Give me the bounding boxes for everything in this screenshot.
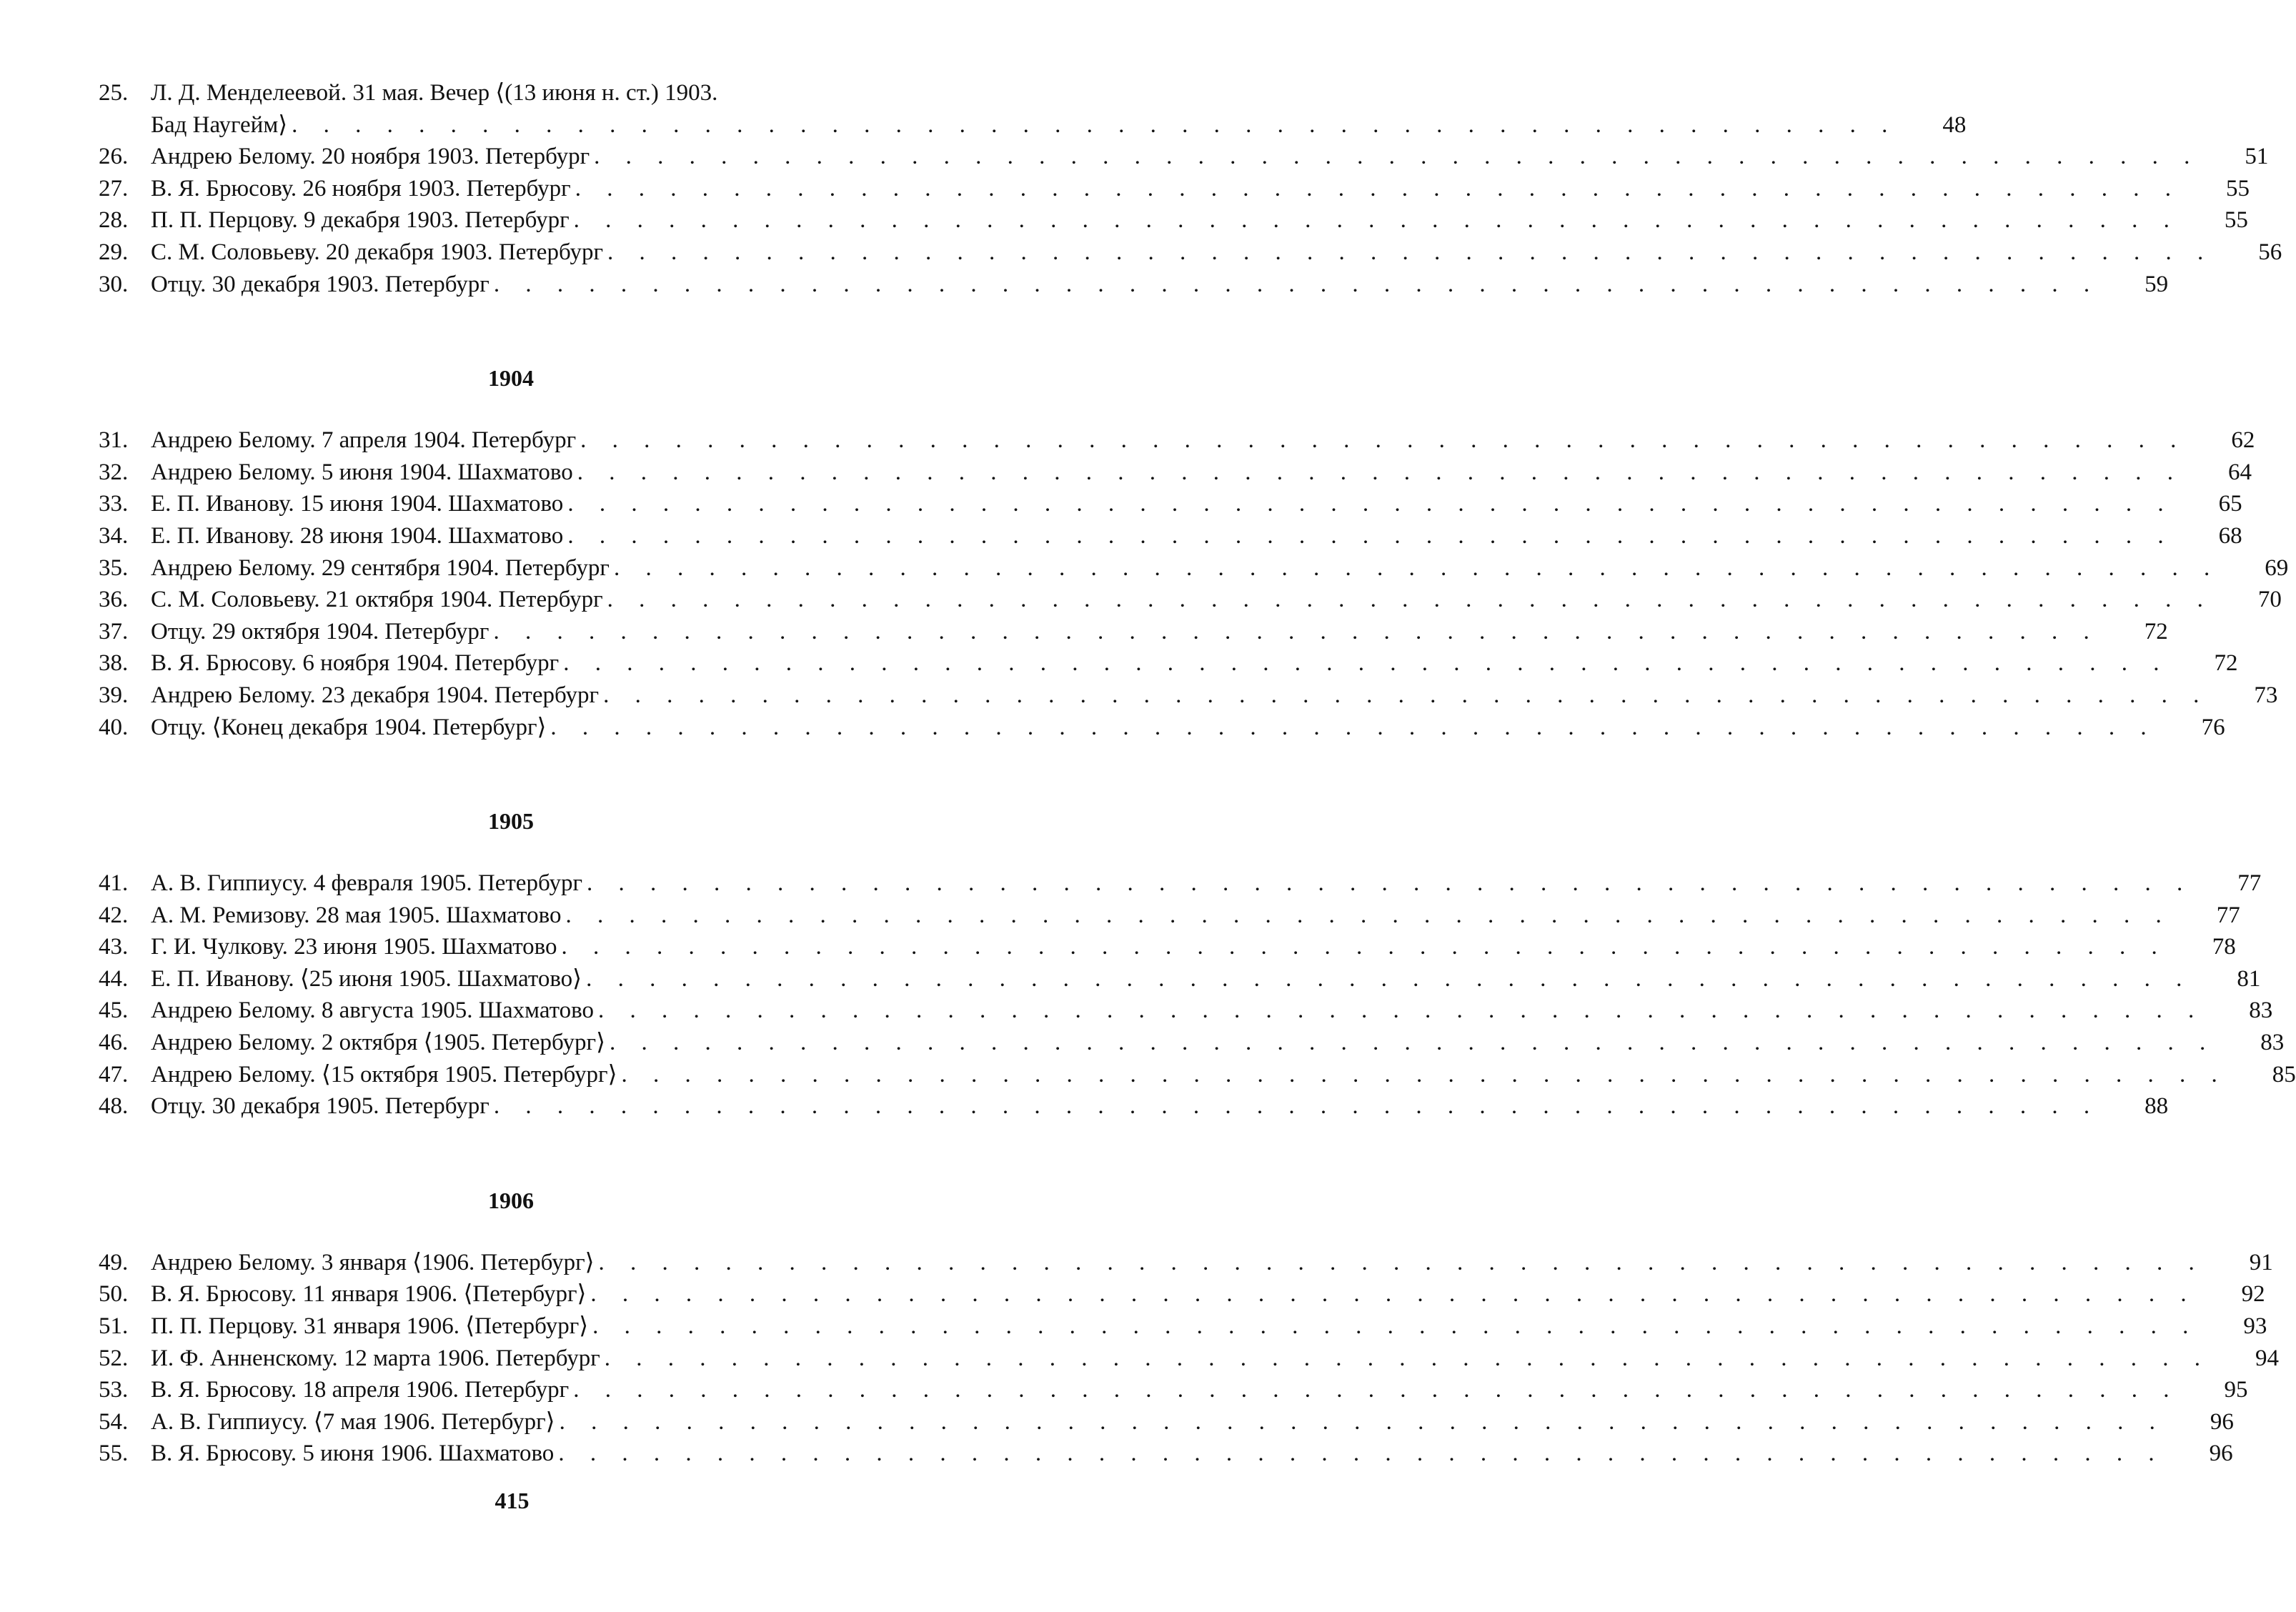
entry-title: Андрею Белому. 5 июня 1904. Шахматово [151,459,573,485]
entry-page-number: 69 [2265,554,2289,581]
entry-number: 45. [99,997,129,1024]
page-number: 415 [495,1488,530,1513]
entry-page-number: 70 [2257,587,2282,613]
dot-leader [493,616,2099,648]
dot-leader [577,457,2183,489]
entry-title: Андрею Белому. 7 апреля 1904. Петербург [151,427,577,454]
entry-number: 31. [99,427,129,454]
entry-page-number: 56 [2258,239,2282,265]
entry-title: В. Я. Брюсову. 18 апреля 1906. Петербург [151,1377,570,1403]
entry-number: 25. [99,80,129,106]
entry-number: 49. [99,1249,129,1275]
dot-leader [567,488,2173,520]
entry-number: 55. [99,1441,129,1467]
entry-number: 44. [99,965,129,992]
entry-page-number: 88 [2145,1093,2169,1120]
toc-entry [99,712,2225,744]
entry-title: Л. Д. Менделеевой. 31 мая. Вечер ⟨(13 июня н. ст.) 1903. [151,80,718,106]
entry-page-number: 62 [2231,427,2255,454]
entry-title: Отцу. 30 декабря 1905. Петербург [151,1093,489,1120]
dot-leader [494,269,2099,301]
toc-entry [99,900,2240,932]
dot-leader [566,900,2172,932]
dot-leader [586,963,2192,995]
entry-page-number: 85 [2272,1061,2296,1088]
entry-title: В. Я. Брюсову. 26 ноября 1903. Петербург [151,175,571,201]
entry-page-number: 77 [2237,870,2262,897]
entry-page-number: 83 [2260,1030,2285,1056]
entry-number: 46. [99,1030,129,1056]
entry-page-number: 72 [2214,650,2238,677]
entry-page-number: 81 [2237,965,2261,992]
dot-leader [607,584,2213,616]
toc-entry [99,995,2273,1027]
toc-entry [99,1406,2234,1438]
toc-entry [99,457,2252,489]
entry-title-continued: Бад Наугейм⟩ [151,111,288,138]
entry-title: Андрею Белому. 2 октября ⟨1905. Петербург⟩ [151,1030,605,1056]
dot-leader [580,424,2186,457]
entry-title: В. Я. Брюсову. 5 июня 1906. Шахматово [151,1441,555,1467]
entry-page-number: 55 [2224,207,2248,234]
toc-entry [99,520,2242,552]
entry-page-number: 96 [2209,1441,2233,1467]
toc-entry [99,204,2248,237]
entry-number: 51. [99,1313,129,1340]
entry-number: 52. [99,1345,129,1371]
entry-title: И. Ф. Анненскому. 12 марта 1906. Петербург [151,1345,600,1371]
entry-title: Андрею Белому. 8 августа 1905. Шахматово [151,997,594,1024]
entry-title: С. М. Соловьеву. 20 декабря 1903. Петербург [151,239,604,265]
toc-entry [99,141,2269,173]
toc-entry [99,616,2168,648]
toc-entry [99,1374,2248,1406]
entry-continuation [99,109,1967,141]
entry-page-number: 55 [2225,175,2250,201]
entry-number: 48. [99,1093,129,1120]
toc-entry [99,424,2255,457]
dot-leader [292,109,1897,141]
entry-number: 42. [99,902,129,928]
dot-leader [573,1374,2179,1406]
toc-entry [99,1090,2169,1123]
toc-entry [99,931,2236,963]
toc-entry [99,1343,2280,1375]
year-heading: 1904 [488,365,534,392]
entry-number: 50. [99,1281,129,1308]
toc-entry [99,269,2169,301]
entry-page-number: 72 [2144,618,2168,645]
entry-number: 27. [99,175,129,201]
entry-number: 36. [99,587,129,613]
toc-entry [99,1027,2285,1059]
entry-number: 32. [99,459,129,485]
entry-page-number: 68 [2218,522,2242,549]
entry-title: Г. И. Чулкову. 23 июня 1905. Шахматово [151,934,557,960]
entry-number: 35. [99,554,129,581]
entry-title: В. Я. Брюсову. 11 января 1906. ⟨Петербург⟩ [151,1281,587,1308]
year-heading: 1906 [488,1187,534,1213]
entry-title: А. В. Гиппиусу. ⟨7 мая 1906. Петербург⟩ [151,1408,555,1435]
dot-leader [494,1090,2099,1123]
entry-number: 33. [99,491,129,517]
dot-leader [621,1059,2227,1091]
entry-number: 53. [99,1377,129,1403]
entry-page-number: 76 [2201,714,2225,740]
entry-title: Отцу. ⟨Конец декабря 1904. Петербург⟩ [151,714,547,740]
entry-number: 43. [99,934,129,960]
year-heading: 1905 [488,808,534,835]
dot-leader [598,995,2204,1027]
dot-leader [560,1406,2165,1438]
toc-entry [99,647,2238,680]
dot-leader [574,204,2180,237]
entry-title: Отцу. 29 октября 1904. Петербург [151,618,489,645]
dot-leader [592,1310,2198,1343]
dot-leader [594,141,2200,173]
dot-leader [607,237,2213,269]
toc-entry [99,173,2250,205]
dot-leader [550,712,2156,744]
entry-page-number: 96 [2210,1408,2234,1435]
entry-page-number: 64 [2227,459,2252,485]
entry-page-number: 83 [2249,997,2273,1024]
entry-page-number: 92 [2241,1281,2265,1308]
entry-title: Е. П. Иванову. 15 июня 1904. Шахматово [151,491,564,517]
entry-title: С. М. Соловьеву. 21 октября 1904. Петербург [151,587,603,613]
entry-title: Андрею Белому. 3 января ⟨1906. Петербург⟩ [151,1249,595,1275]
entry-title: А. М. Ремизову. 28 мая 1905. Шахматово [151,902,562,928]
toc-entry [99,1059,2296,1091]
toc-entry [99,680,2278,712]
entry-number: 38. [99,650,129,677]
entry-title: Андрею Белому. 29 сентября 1904. Петербург [151,554,610,581]
toc-entry [99,963,2261,995]
entry-number: 34. [99,522,129,549]
toc-entry [99,1438,2233,1470]
dot-leader [614,552,2220,584]
entry-page-number: 95 [2224,1377,2248,1403]
entry-page-number: 94 [2255,1345,2280,1371]
toc-entry [99,867,2262,900]
entry-title: Андрею Белому. 23 декабря 1904. Петербург [151,682,600,708]
entry-number: 29. [99,239,129,265]
entry-number: 30. [99,271,129,297]
entry-number: 26. [99,144,129,170]
dot-leader [562,931,2167,963]
entry-number: 40. [99,714,129,740]
entry-title: Е. П. Иванову. 28 июня 1904. Шахматово [151,522,564,549]
toc-entry [99,488,2242,520]
toc-entry [99,1310,2267,1343]
entry-page-number: 59 [2145,271,2169,297]
dot-leader [575,173,2181,205]
toc-entry [99,1247,2273,1279]
entry-page-number: 77 [2216,902,2240,928]
entry-number: 39. [99,682,129,708]
entry-page-number: 65 [2218,491,2242,517]
dot-leader [567,520,2173,552]
entry-title: Андрею Белому. ⟨15 октября 1905. Петербург⟩ [151,1061,617,1088]
entry-number: 37. [99,618,129,645]
entry-page-number: 93 [2243,1313,2267,1340]
entry-title: Андрею Белому. 20 ноября 1903. Петербург [151,144,590,170]
entry-page-number: 73 [2254,682,2278,708]
toc-entry [99,584,2282,616]
entry-title: А. В. Гиппиусу. 4 февраля 1905. Петербург [151,870,583,897]
entry-page-number: 91 [2249,1249,2273,1275]
toc-entry [99,1278,2265,1310]
entry-title: В. Я. Брюсову. 6 ноября 1904. Петербург [151,650,560,677]
dot-leader [563,647,2169,680]
table-of-contents [99,77,2296,1470]
entry-page-number: 48 [1942,111,1967,138]
entry-title: П. П. Перцову. 9 декабря 1903. Петербург [151,207,570,234]
dot-leader [610,1027,2215,1059]
dot-leader [605,1343,2210,1375]
dot-leader [558,1438,2164,1470]
dot-leader [599,1247,2205,1279]
entry-number: 28. [99,207,129,234]
entry-page-number: 78 [2212,934,2236,960]
dot-leader [603,680,2209,712]
entry-number: 47. [99,1061,129,1088]
entry-number: 54. [99,1408,129,1435]
entry-page-number: 51 [2245,144,2269,170]
toc-entry [99,552,2289,584]
entry-title: Е. П. Иванову. ⟨25 июня 1905. Шахматово⟩ [151,965,582,992]
dot-leader [590,1278,2196,1310]
toc-entry [99,237,2282,269]
entry-title: П. П. Перцову. 31 января 1906. ⟨Петербург⟩ [151,1313,589,1340]
toc-entry [99,77,923,109]
entry-number: 41. [99,870,129,897]
entry-title: Отцу. 30 декабря 1903. Петербург [151,271,489,297]
dot-leader [587,867,2192,900]
